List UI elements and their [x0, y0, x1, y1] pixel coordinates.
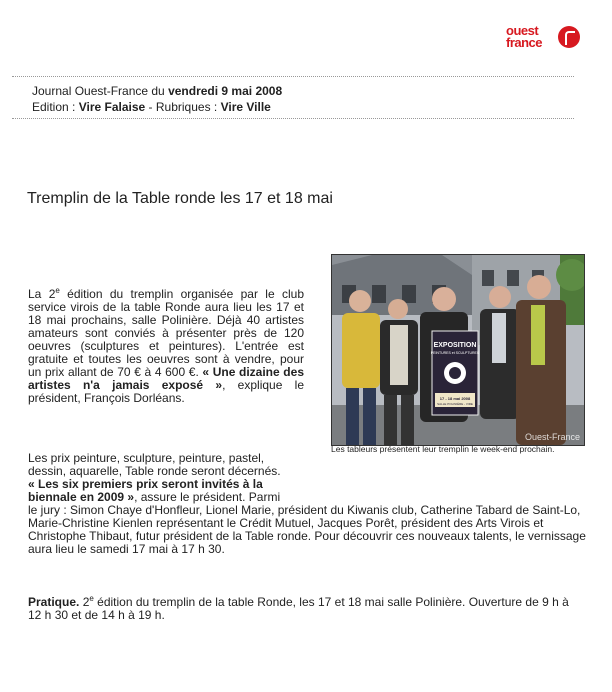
poster-place: SALLE POLINIÈRE - VIRE [437, 402, 473, 406]
photo-illustration [332, 255, 584, 445]
bottom-divider [12, 118, 574, 119]
logo-word-ouest: ouest [506, 23, 539, 38]
logo-mark-icon [558, 26, 580, 48]
logo-word-france: france [506, 35, 543, 50]
top-divider [12, 76, 574, 77]
ouest-france-logo [506, 24, 578, 52]
article-title: Tremplin de la Table ronde les 17 et 18 mai [27, 190, 333, 207]
p1-sup: e [55, 286, 60, 295]
p3-label: Pratique. [28, 595, 80, 609]
p1-quote: « Une dizaine des artistes n'a jamais exposé » [28, 365, 304, 392]
poster-subtitle: PEINTURES et SCULPTURES [430, 351, 480, 355]
journal-prefix: Journal Ouest-France du [32, 84, 169, 98]
p1-text-b: édition du tremplin organisée par le club service virois de la table Ronde aura lieu les 17 et 18 mai prochains, salle Polinière. Déjà 40 artistes amateurs sont conviés à présenter près de 120 oeuvres (sculptures et peintures). L'entrée est gratuite et toutes les oeuvres sont à vendre, pour un prix allant de 70 € à 4 600 €. [28, 287, 304, 379]
edition-label: Edition : [32, 100, 79, 114]
p2-text-a: Les prix peinture, sculpture, peinture, pastel, dessin, aquarelle, Table ronde seront décernés. [28, 451, 281, 478]
p3-text-b: édition du tremplin de la table Ronde, les 17 et 18 mai salle Polinière. Ouverture de 9 h à 12 h 30 et de 14 h à 19 h. [28, 595, 569, 622]
p3-text-a: 2 [79, 595, 90, 609]
p1-text-c: , explique le président, François Dorléans. [28, 378, 304, 405]
poster-title: EXPOSITION [433, 342, 477, 349]
rubrique-value: Vire Ville [220, 100, 271, 114]
p3-sup: e [89, 594, 94, 603]
poster-dates: 17 - 18 mai 2008 [439, 396, 471, 401]
journal-date: vendredi 9 mai 2008 [168, 84, 283, 98]
edition-value: Vire Falaise [78, 100, 146, 114]
p1-text-a: La 2 [28, 287, 56, 301]
paragraph-2 [28, 452, 588, 556]
p2-quote: « Les six premiers prix seront invités à la biennale en 2009 » [28, 477, 263, 504]
photo-caption: Les tableurs présentent leur tremplin le week-end prochain. [331, 444, 555, 454]
photo-watermark: Ouest-France [524, 432, 580, 442]
paragraph-3 [28, 592, 580, 622]
rubrique-label: - Rubriques : [145, 100, 221, 114]
paragraph-1 [28, 284, 304, 405]
p2-float-spacer [288, 452, 588, 504]
article-photo [331, 254, 585, 446]
p2-text-b: , assure le président. Parmi le jury : Simon Chaye d'Honfleur, Lionel Marie, président du Kiwanis club, Catherine Tabard de Saint-Lo, Marie-Christine Kienlen représentant le Crédit Mutuel, Jacques Porêt, président des Arts Virois et Christophe Thibaut, futur président de la Table ronde. Pour découvrir ces nouveaux talents, le vernissage aura lieu le samedi 17 mai à 17 h 30. [28, 490, 586, 556]
journal-line [32, 84, 282, 98]
edition-line [32, 100, 271, 114]
